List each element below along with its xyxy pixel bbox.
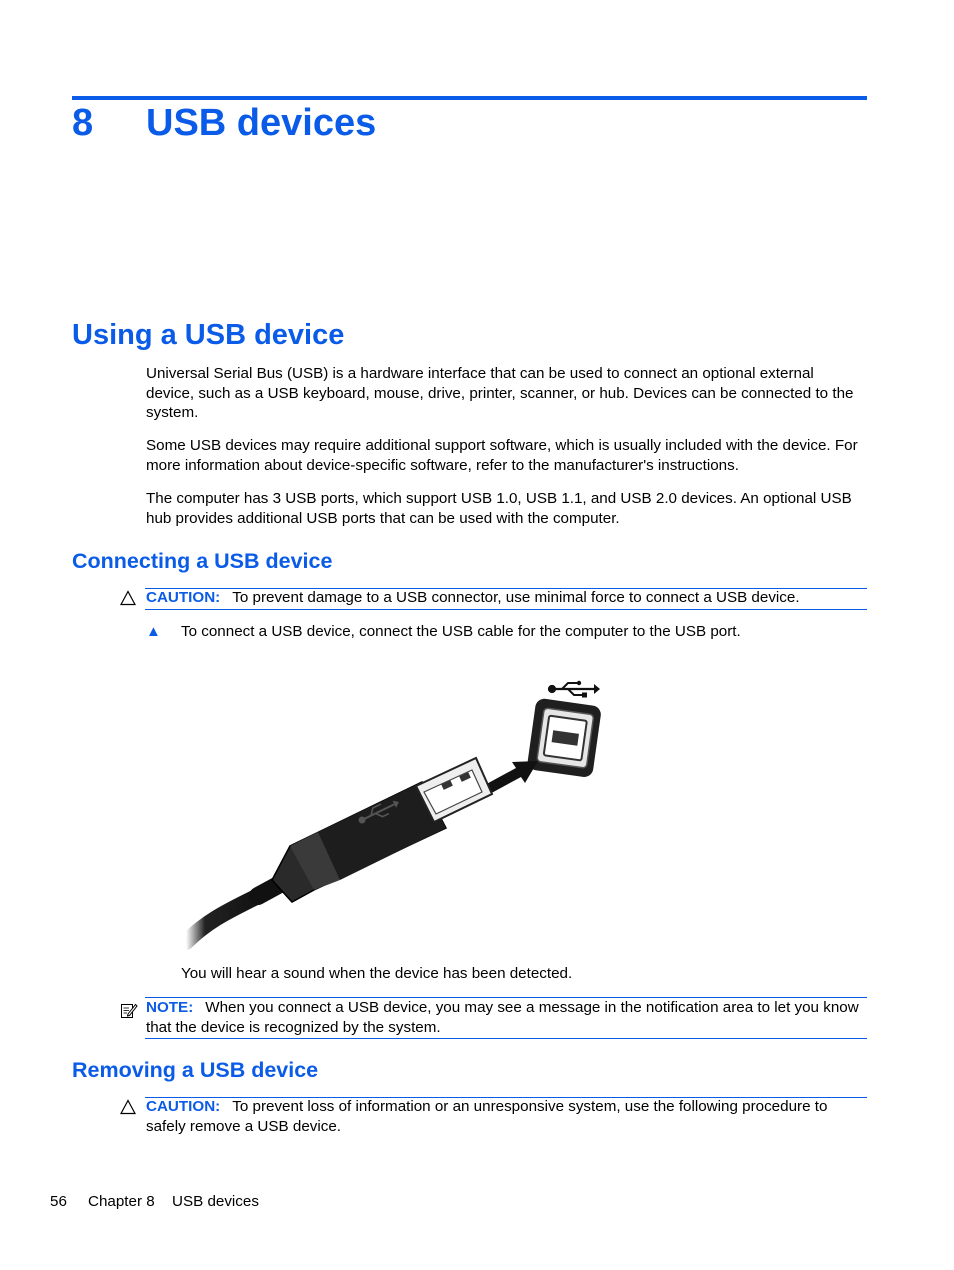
connecting-title: Connecting a USB device — [72, 549, 333, 573]
usb-plug — [272, 758, 492, 902]
chapter-title: USB devices — [146, 102, 377, 144]
footer-chapter-title: USB devices — [172, 1193, 259, 1210]
caution-text: To prevent damage to a USB connector, use minimal force to connect a USB device. — [232, 589, 800, 606]
paragraph-1: Universal Serial Bus (USB) is a hardware interface that can be used to connect an optional external device, such as a USB keyboard, mouse, drive, printer, scanner, or hub. Devices can be connected to the system. — [146, 365, 854, 422]
caution-label: CAUTION: — [146, 1098, 221, 1115]
caution-remove — [146, 1097, 866, 1136]
caution-label: CAUTION: — [146, 589, 221, 606]
caution-triangle-icon — [120, 1099, 136, 1115]
removing-title: Removing a USB device — [72, 1058, 319, 1082]
step-text: To connect a USB device, connect the USB cable for the computer to the USB port. — [181, 623, 741, 640]
note-label: NOTE: — [146, 999, 194, 1016]
note-pencil-icon — [120, 1001, 138, 1019]
usb-symbol-icon — [548, 681, 600, 698]
usb-connection-illustration — [180, 670, 610, 952]
caution-triangle-icon — [120, 590, 136, 606]
caution-text: To prevent loss of information or an unresponsive system, use the following procedure to safely remove a USB device. — [146, 1098, 828, 1135]
paragraph-3: The computer has 3 USB ports, which support USB 1.0, USB 1.1, and USB 2.0 devices. An optional USB hub provides additional USB ports that can be used with the computer. — [146, 490, 852, 527]
footer-chapter-label: Chapter 8 — [88, 1193, 155, 1210]
detected-text: You will hear a sound when the device has been detected. — [181, 965, 573, 982]
section-title: Using a USB device — [72, 319, 345, 351]
usb-port — [527, 698, 602, 778]
paragraph-2: Some USB devices may require additional support software, which is usually included with the device. For more information about device-specific software, refer to the manufacturer's instructions. — [146, 437, 858, 474]
note-rule-bottom — [145, 1038, 867, 1039]
usb-cable — [186, 894, 262, 942]
step-marker: ▲ — [146, 623, 161, 640]
chapter-number: 8 — [72, 102, 94, 144]
note-callout — [146, 998, 866, 1037]
page-number: 56 — [50, 1193, 67, 1210]
caution-connect — [146, 588, 866, 608]
caution-rule-bottom — [145, 609, 867, 610]
note-text: When you connect a USB device, you may see a message in the notification area to let you know that the device is recognized by the system. — [146, 999, 859, 1036]
